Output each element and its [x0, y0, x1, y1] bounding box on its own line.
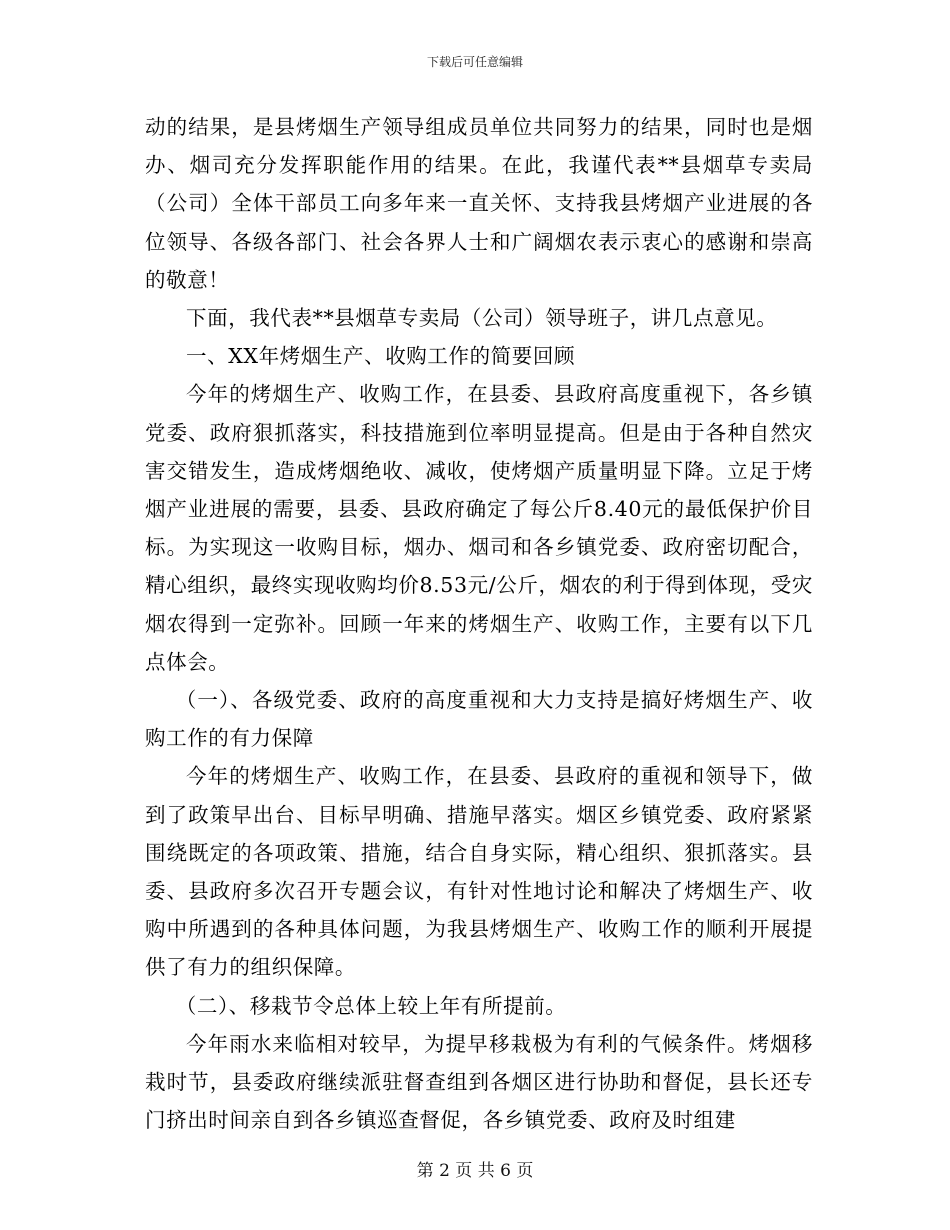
- paragraph-support: 今年的烤烟生产、收购工作，在县委、县政府的重视和领导下，做到了政策早出台、目标早明确、措施早落实。烟区乡镇党委、政府紧紧围绕既定的各项政策、措施，结合自身实际，精心组织、狠抓落实。县委、县政府多次召开专题会议，有针对性地讨论和解决了烤烟生产、收购中所遇到的各种具体问题，为我县烤烟生产、收购工作的顺利开展提供了有力的组织保障。: [145, 764, 813, 980]
- section-heading-1: 一、XX年烤烟生产、收购工作的简要回顾: [186, 344, 576, 369]
- paragraph-continuation: 动的结果，是县烤烟生产领导组成员单位共同努力的结果，同时也是烟办、烟司充分发挥职能作用的结果。在此，我谨代表**县烟草专卖局（公司）全体干部员工向多年来一直关怀、支持我县烤烟产业进展的各位领导、各级各部门、社会各界人士和广阔烟农表示衷心的感谢和崇高的敬意！: [145, 115, 813, 292]
- paragraph-intro: 下面，我代表**县烟草专卖局（公司）领导班子，讲几点意见。: [186, 306, 778, 331]
- paragraph-review: 今年的烤烟生产、收购工作，在县委、县政府高度重视下，各乡镇党委、政府狠抓落实，科技措施到位率明显提高。但是由于各种自然灾害交错发生，造成烤烟绝收、减收，使烤烟产质量明显下降。立足于烤烟产业进展的需要，县委、县政府确定了每公斤8.40元的最低保护价目标。为实现这一收购目标，烟办、烟司和各乡镇党委、政府密切配合，精心组织，最终实现收购均价8.53元/公斤，烟农的利于得到体现，受灾烟农得到一定弥补。回顾一年来的烤烟生产、收购工作，主要有以下几点体会。: [145, 382, 813, 674]
- subheading-1: （一）、各级党委、政府的高度重视和大力支持是搞好烤烟生产、收购工作的有力保障: [145, 688, 813, 751]
- document-body: [145, 108, 813, 1139]
- page-footer: 第 2 页 共 6 页: [416, 1161, 534, 1181]
- page-header: 下载后可任意编辑: [426, 55, 523, 69]
- paragraph-transplant: 今年雨水来临相对较早，为提早移栽极为有利的气候条件。烤烟移栽时节，县委政府继续派驻督查组到各烟区进行协助和督促，县长还专门挤出时间亲自到各乡镇巡查督促，各乡镇党委、政府及时组建: [145, 1031, 813, 1133]
- subheading-2: （二）、移栽节令总体上较上年有所提前。: [175, 993, 567, 1018]
